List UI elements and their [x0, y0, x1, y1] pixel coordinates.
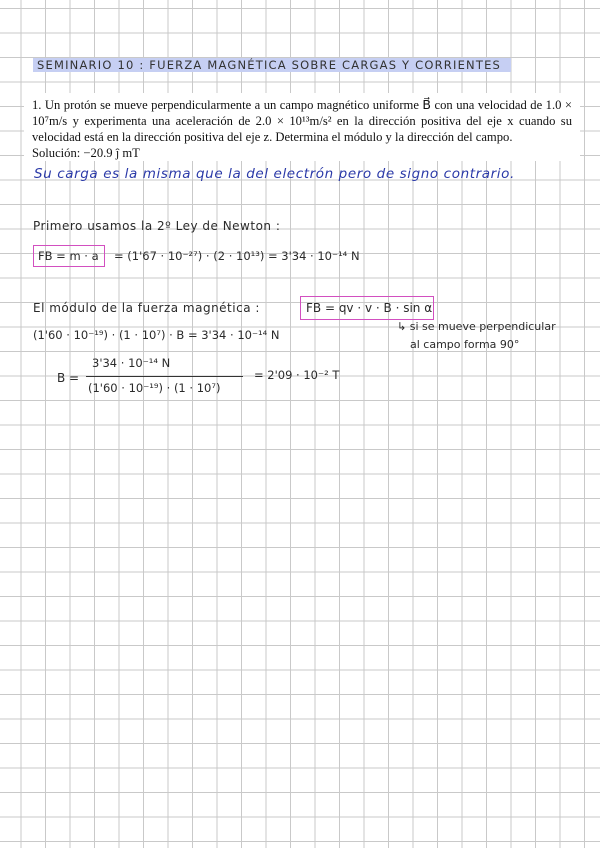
problem-solution: Solución: −20.9 ĵ mT	[32, 146, 140, 160]
problem-statement: 1. Un protón se mueve perpendicularmente a un campo magnético uniforme B⃗ con una velocidad de 1.0 × 10⁷m/s y experimenta una aceleración de 2.0 × 10¹³m/s² en la dirección positiva del eje x cuando su velocidad está en la dirección positiva del eje z. Determina el módulo y la dirección del campo.	[32, 98, 572, 144]
fb-ma-formula: FB = m · a	[38, 249, 99, 263]
perpendicular-note-1: ↳ si se mueve perpendicular	[397, 320, 556, 333]
b-label: B =	[57, 371, 80, 385]
page-title: SEMINARIO 10 : FUERZA MAGNÉTICA SOBRE CARGAS Y CORRIENTES	[37, 58, 502, 72]
problem-box	[24, 93, 580, 161]
newton-calculation: = (1'67 · 10⁻²⁷) · (2 · 10¹³) = 3'34 · 10⁻¹⁴ N	[114, 249, 360, 263]
perpendicular-note-2: al campo forma 90°	[410, 338, 520, 351]
b-numerator: 3'34 · 10⁻¹⁴ N	[92, 356, 171, 370]
newton-heading: Primero usamos la 2º Ley de Newton :	[33, 219, 281, 233]
charge-note: Su carga es la misma que la del electrón pero de signo contrario.	[34, 166, 515, 182]
equation-line: (1'60 · 10⁻¹⁹) · (1 · 10⁷) · B = 3'34 · 10⁻¹⁴ N	[33, 328, 280, 342]
fraction-bar	[86, 376, 243, 377]
modulo-heading: El módulo de la fuerza magnética :	[33, 301, 260, 315]
fb-formula: FB = qv · v · B · sin α	[306, 301, 433, 315]
b-denominator: (1'60 · 10⁻¹⁹) · (1 · 10⁷)	[88, 381, 221, 395]
b-result: = 2'09 · 10⁻² T	[254, 368, 340, 382]
